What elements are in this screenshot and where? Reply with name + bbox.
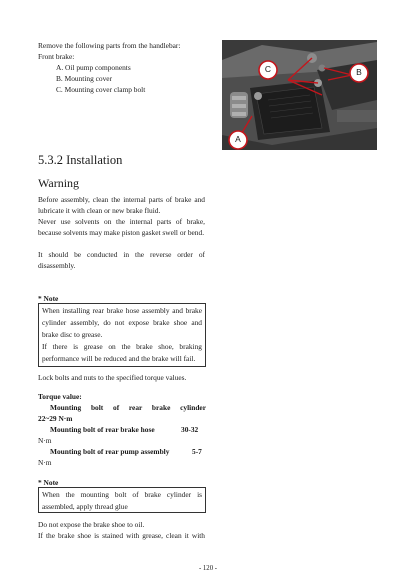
photo-label-b: B — [356, 67, 362, 77]
footer-line-2: If the brake shoe is stained with grease, clean it with — [38, 531, 205, 540]
photo-label-a: A — [235, 134, 241, 144]
warning-p1-line2: lubricate it with clean or new brake fluid. — [38, 206, 161, 215]
note1-label: * Note — [38, 294, 59, 303]
note1-box — [38, 303, 206, 367]
note2-label: * Note — [38, 478, 59, 487]
warning-p1-line1: Before assembly, clean the internal parts of brake and — [38, 195, 205, 204]
warning-p2-line2: because solvents may make piston gasket swell or bend. — [38, 228, 205, 237]
removal-group: Front brake: — [38, 52, 75, 61]
torque-row3-label: Mounting bolt of rear pump assembly — [50, 447, 170, 456]
torque-row1-value: 22~29 N·m — [38, 414, 73, 423]
removal-item-c: C. Mounting cover clamp bolt — [56, 85, 146, 94]
footer-line-1: Do not expose the brake shoe to oil. — [38, 520, 145, 529]
warning-p3-line1: It should be conducted in the reverse order of — [38, 250, 205, 259]
torque-title: Torque value: — [38, 392, 82, 401]
note1-line: When installing rear brake hose assembly and brake — [42, 306, 202, 315]
section-title: 5.3.2 Installation — [38, 153, 123, 167]
torque-row3-unit: N·m — [38, 458, 52, 467]
photo-label-c: C — [264, 64, 272, 74]
note2-line: assembled, apply thread glue — [42, 502, 128, 511]
note2-box — [38, 487, 206, 513]
note2-line: When the mounting bolt of brake cylinder is — [42, 490, 202, 499]
torque-row3-value: 5-7 — [192, 447, 202, 456]
torque-row2-label: Mounting bolt of rear brake hose — [50, 425, 155, 434]
note1-line: If there is grease on the brake shoe, braking — [42, 342, 202, 351]
torque-row2-unit: N·m — [38, 436, 52, 445]
note1-line: cylinder assembly, do not expose brake shoe and — [42, 318, 202, 327]
removal-intro: Remove the following parts from the handlebar: — [38, 41, 181, 50]
removal-item-a: A. Oil pump components — [56, 63, 131, 72]
warning-p3-line2: disassembly. — [38, 261, 76, 270]
torque-row2-value: 30-32 — [181, 425, 199, 434]
warning-title: Warning — [38, 176, 80, 190]
removal-item-b: B. Mounting cover — [56, 74, 113, 83]
brake-master-cylinder-photo — [222, 40, 377, 150]
note1-line: brake disc to grease. — [42, 330, 103, 339]
page-number: - 120 - — [198, 565, 218, 572]
note1-line: performance will be reduced and the brake will fail. — [42, 354, 196, 363]
torque-row1-label: Mounting bolt of rear brake cylinder — [50, 403, 206, 412]
photo-illustration — [222, 40, 377, 150]
lock-instruction: Lock bolts and nuts to the specified torque values. — [38, 373, 187, 382]
warning-p2-line1: Never use solvents on the internal parts of brake, — [38, 217, 205, 226]
